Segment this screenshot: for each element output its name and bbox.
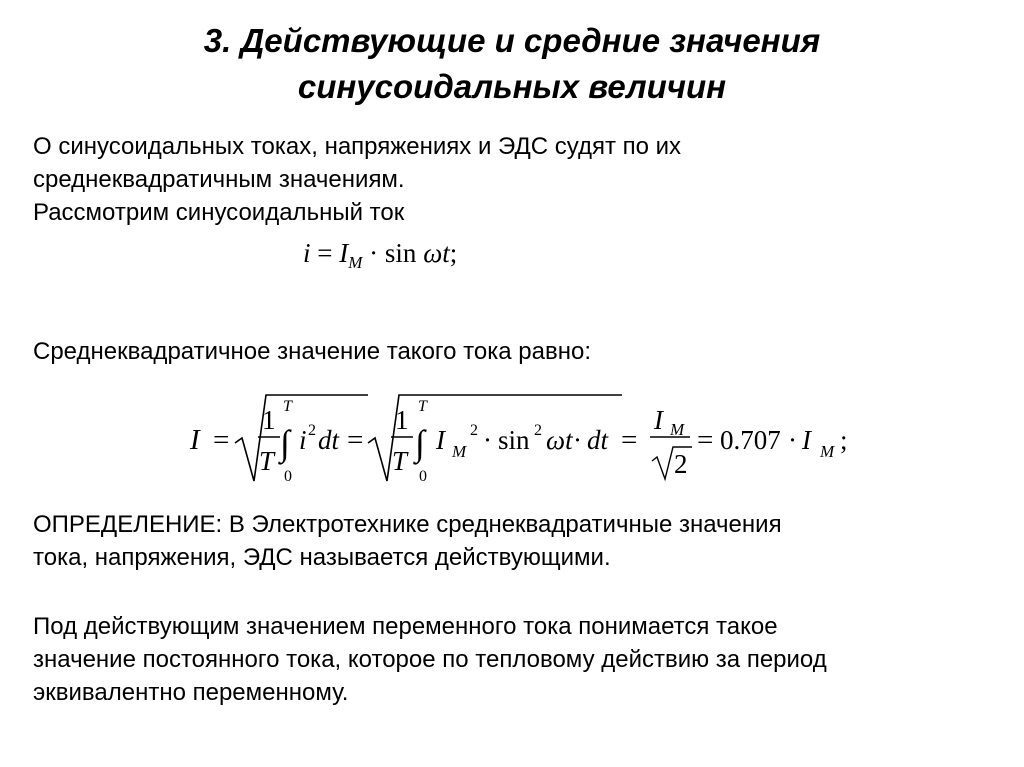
int2-wt: ωt: [546, 425, 573, 455]
rms-eq-4: =: [697, 424, 714, 456]
definition-line-1: ОПРЕДЕЛЕНИЕ: В Электротехнике среднеквадратичные значения: [33, 511, 782, 538]
int2-dot-1: ·: [483, 425, 492, 455]
int2-M: M: [452, 442, 467, 461]
int2-I: I: [436, 425, 445, 455]
int2-sign: ∫: [415, 423, 425, 463]
rms-M: M: [820, 442, 835, 461]
explanation-line-3: эквивалентно переменному.: [33, 679, 349, 706]
frac2-numerator: 1: [395, 405, 409, 435]
frac3-two: 2: [674, 449, 688, 479]
frac2-denominator: T: [392, 446, 408, 476]
int2-dt: dt: [587, 425, 609, 455]
frac3-I: I: [654, 405, 663, 435]
formula-amplitude: I: [339, 238, 349, 268]
slide-title: [0, 18, 1024, 110]
rms-intro-paragraph: [33, 335, 591, 368]
title-line-1: 3. Действующие и средние значения: [203, 22, 821, 59]
intro-line-2: среднеквадратичным значениям.: [33, 166, 405, 193]
int1-upper: T: [283, 398, 292, 415]
int2-upper: T: [418, 398, 427, 415]
rms-eq-2: =: [347, 424, 364, 456]
rms-intro-line: Среднеквадратичное значение такого тока равно:: [33, 338, 591, 365]
definition-line-2: тока, напряжения, ЭДС называется действующими.: [33, 544, 611, 571]
formula-eq: =: [317, 238, 333, 268]
int1-sq: 2: [308, 422, 316, 439]
int2-sin: sin: [498, 425, 530, 455]
int1-sign: ∫: [280, 423, 290, 463]
int2-dot-2: ·: [573, 425, 582, 455]
rms-dot: ·: [788, 425, 797, 455]
formula-arg: ωt: [423, 238, 450, 268]
current-formula: [303, 238, 458, 272]
int1-lower: 0: [284, 468, 292, 485]
rms-formula: [180, 385, 880, 495]
int1-i: i: [299, 425, 307, 455]
formula-lhs: i: [303, 238, 311, 268]
int1-dt: dt: [318, 425, 340, 455]
rms-eq-1: =: [213, 424, 230, 456]
rms-I: I: [802, 425, 811, 455]
explanation-line-2: значение постоянного тока, которое по тепловому действию за период: [33, 646, 827, 673]
explanation-line-1: Под действующим значением переменного тока понимается такое: [33, 613, 778, 640]
formula-dot: ·: [369, 238, 379, 268]
frac1-numerator: 1: [262, 405, 276, 435]
rms-coef: 0.707: [720, 425, 781, 455]
formula-amplitude-sub: M: [348, 253, 363, 272]
formula-end: ;: [449, 238, 458, 268]
rms-end: ;: [840, 425, 848, 455]
definition-paragraph: [33, 508, 782, 574]
rms-lhs: I: [190, 424, 200, 456]
intro-line-1: О синусоидальных токах, напряжениях и ЭДС судят по их: [33, 133, 682, 160]
frac1-denominator: T: [259, 446, 275, 476]
formula-sin: sin: [384, 238, 417, 268]
explanation-paragraph: [33, 610, 827, 709]
rms-eq-3: =: [621, 424, 638, 456]
frac3-M: M: [670, 420, 685, 439]
int2-lower: 0: [419, 468, 427, 485]
intro-paragraph: [33, 130, 681, 229]
int2-sq: 2: [470, 422, 478, 439]
int2-sin-sq: 2: [534, 422, 542, 439]
intro-line-3: Рассмотрим синусоидальный ток: [33, 199, 405, 226]
title-line-2: синусоидальных величин: [297, 68, 727, 105]
